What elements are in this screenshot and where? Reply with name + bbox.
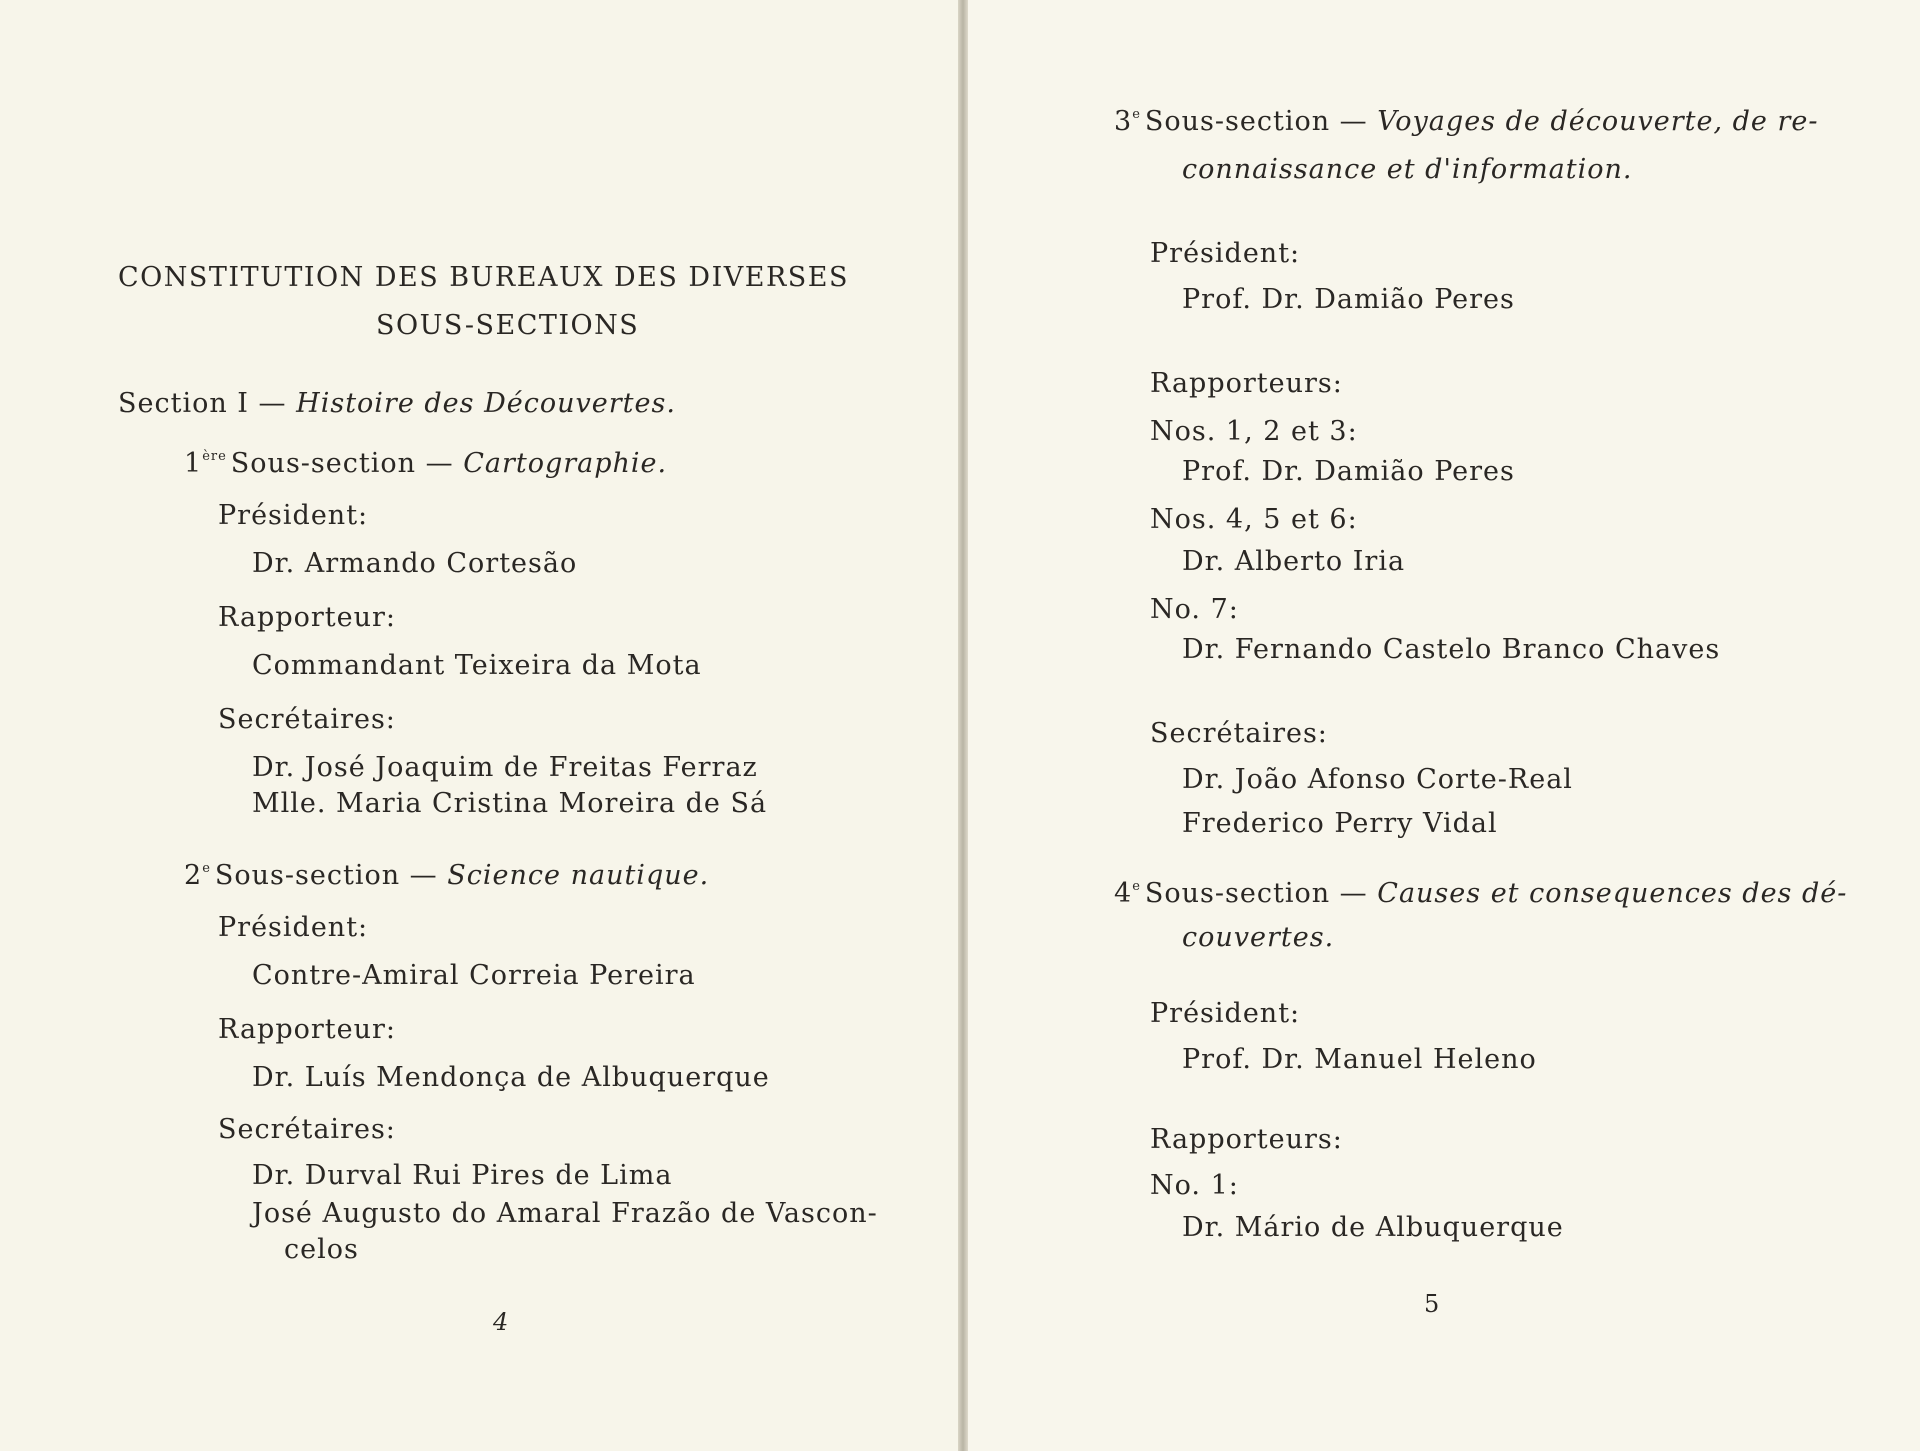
ss3-group2-name: Dr. Alberto Iria	[1182, 546, 1406, 577]
subsection-2-ordinal-sup: e	[202, 861, 211, 876]
subsection-3-heading	[1114, 106, 1818, 137]
ss2-secretaires-label: Secrétaires:	[218, 1114, 396, 1145]
subsection-2-ordinal: 2	[184, 860, 203, 891]
subsection-4-label: Sous-section —	[1144, 878, 1368, 909]
subsection-1-label: Sous-section —	[230, 448, 454, 479]
right-page	[968, 0, 1920, 1451]
subsection-4-ordinal-sup: e	[1132, 879, 1141, 894]
subsection-2-label: Sous-section —	[214, 860, 438, 891]
ss1-secretaires-label: Secrétaires:	[218, 704, 396, 735]
ss3-secretaire-1: Dr. João Afonso Corte-Real	[1182, 764, 1573, 795]
subsection-3-name-line1: Voyages de découverte, de re-	[1377, 106, 1819, 137]
ss4-president: Prof. Dr. Manuel Heleno	[1182, 1044, 1537, 1075]
ss3-secretaires-label: Secrétaires:	[1150, 718, 1328, 749]
ss3-secretaire-2: Frederico Perry Vidal	[1182, 808, 1498, 839]
page-number-left: 4	[493, 1308, 510, 1336]
ss3-group1-label: Nos. 1, 2 et 3:	[1150, 416, 1358, 447]
ss2-secretaire-2-line2: celos	[284, 1234, 359, 1265]
ss4-rapporteurs-label: Rapporteurs:	[1150, 1124, 1343, 1155]
ss1-rapporteur: Commandant Teixeira da Mota	[252, 650, 702, 681]
subsection-3-ordinal-sup: e	[1132, 107, 1141, 122]
ss3-group2-label: Nos. 4, 5 et 6:	[1150, 504, 1358, 535]
ss1-secretaire-2: Mlle. Maria Cristina Moreira de Sá	[252, 788, 768, 819]
ss1-secretaire-1: Dr. José Joaquim de Freitas Ferraz	[252, 752, 758, 783]
section-heading	[118, 388, 676, 419]
ss3-president: Prof. Dr. Damião Peres	[1182, 284, 1515, 315]
ss2-president-label: Président:	[218, 912, 369, 943]
subsection-1-ordinal-sup: ère	[202, 449, 227, 464]
section-label: Section I —	[118, 388, 287, 419]
subsection-3-ordinal: 3	[1114, 106, 1133, 137]
ss4-group1-label: No. 1:	[1150, 1170, 1239, 1201]
left-page	[0, 0, 958, 1451]
ss3-group3-name: Dr. Fernando Castelo Branco Chaves	[1182, 634, 1721, 665]
page-number-right: 5	[1424, 1290, 1441, 1318]
subsection-4-name-line2: couvertes.	[1182, 922, 1335, 953]
ss2-president: Contre-Amiral Correia Pereira	[252, 960, 696, 991]
subsection-2-heading	[184, 860, 709, 891]
ss4-president-label: Président:	[1150, 998, 1301, 1029]
ss3-rapporteurs-label: Rapporteurs:	[1150, 368, 1343, 399]
page-title-line1: CONSTITUTION DES BUREAUX DES DIVERSES	[118, 262, 849, 293]
section-name: Histoire des Découvertes.	[296, 388, 676, 419]
ss2-rapporteur: Dr. Luís Mendonça de Albuquerque	[252, 1062, 770, 1093]
ss1-president: Dr. Armando Cortesão	[252, 548, 578, 579]
page-title-line2: SOUS-SECTIONS	[376, 310, 640, 341]
subsection-1-name: Cartographie.	[463, 448, 668, 479]
subsection-4-heading	[1114, 878, 1847, 909]
ss3-group1-name: Prof. Dr. Damião Peres	[1182, 456, 1515, 487]
subsection-3-label: Sous-section —	[1144, 106, 1368, 137]
ss3-group3-label: No. 7:	[1150, 594, 1239, 625]
subsection-4-name-line1: Causes et consequences des dé-	[1377, 878, 1848, 909]
ss4-group1-name: Dr. Mário de Albuquerque	[1182, 1212, 1564, 1243]
ss2-rapporteur-label: Rapporteur:	[218, 1014, 396, 1045]
subsection-1-heading	[184, 448, 667, 479]
subsection-2-name: Science nautique.	[447, 860, 710, 891]
ss1-president-label: Président:	[218, 500, 369, 531]
subsection-4-ordinal: 4	[1114, 878, 1133, 909]
ss2-secretaire-2-line1: José Augusto do Amaral Frazão de Vascon-	[252, 1198, 878, 1229]
subsection-3-name-line2: connaissance et d'information.	[1182, 154, 1633, 185]
book-gutter	[958, 0, 968, 1451]
ss1-rapporteur-label: Rapporteur:	[218, 602, 396, 633]
ss2-secretaire-1: Dr. Durval Rui Pires de Lima	[252, 1160, 673, 1191]
subsection-1-ordinal: 1	[184, 448, 203, 479]
ss3-president-label: Président:	[1150, 238, 1301, 269]
